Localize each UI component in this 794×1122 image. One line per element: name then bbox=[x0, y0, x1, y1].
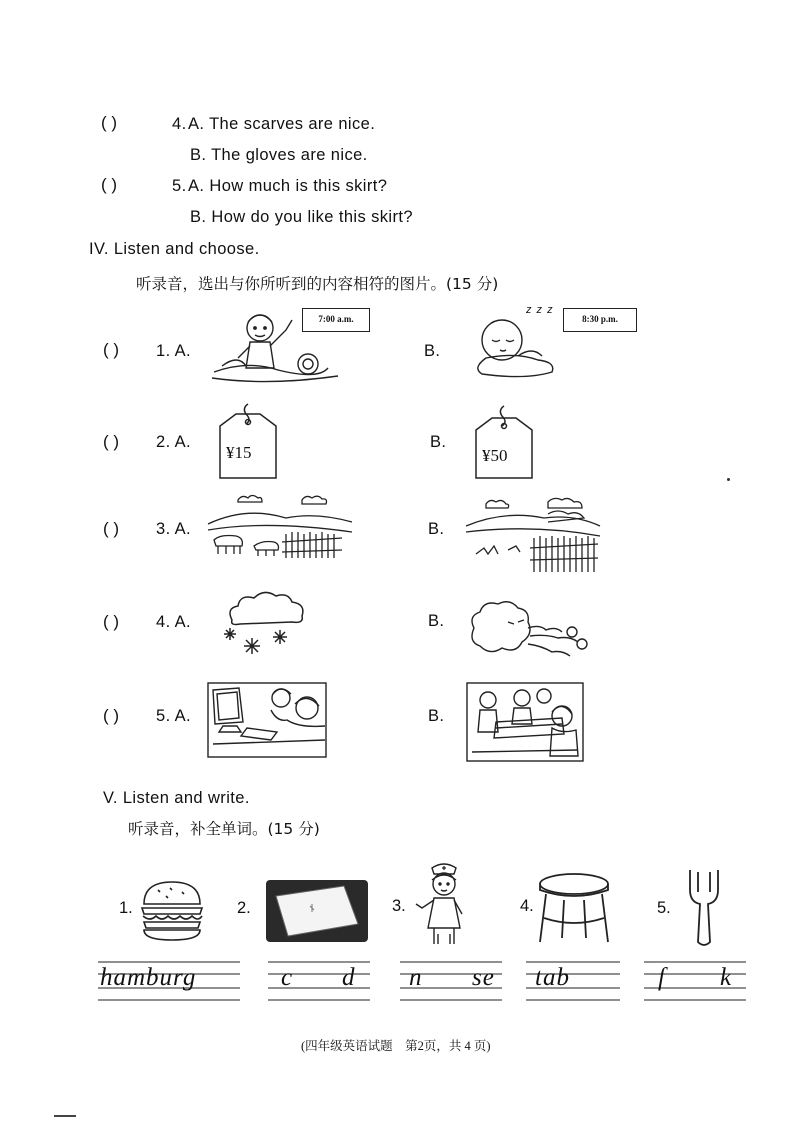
word-fragment: k bbox=[720, 964, 733, 991]
answer-blank[interactable]: ( ) bbox=[103, 519, 120, 538]
snowy-cloud-picture bbox=[220, 588, 310, 664]
time-label: 7:00 a.m. bbox=[302, 308, 370, 332]
option-b-label: B. bbox=[424, 342, 441, 360]
section-title: V. Listen and write. bbox=[103, 789, 250, 807]
word-number: 5. bbox=[657, 899, 671, 917]
question-number: 1. A. bbox=[156, 342, 192, 360]
table-icon bbox=[536, 872, 612, 944]
option-b-text: B. How do you like this skirt? bbox=[190, 208, 413, 226]
farm-goats-picture bbox=[206, 494, 354, 564]
answer-blank[interactable]: ( ) bbox=[103, 432, 120, 451]
question-number: 2. A. bbox=[156, 433, 192, 451]
windy-cloud-picture bbox=[466, 598, 590, 662]
word-fragment: c bbox=[281, 964, 294, 991]
page-footer: (四年级英语试题 第2页，共 4 页) bbox=[301, 1039, 491, 1053]
option-a-text: A. The scarves are nice. bbox=[188, 115, 376, 133]
question-number: 3. A. bbox=[156, 520, 192, 538]
answer-blank[interactable]: ( ) bbox=[103, 706, 120, 725]
section-title: IV. Listen and choose. bbox=[89, 240, 260, 258]
word-fragment: n bbox=[409, 964, 423, 991]
price-label: ¥50 bbox=[482, 446, 508, 465]
word-number: 4. bbox=[520, 897, 534, 915]
sleep-zzz: z z z bbox=[526, 304, 554, 316]
answer-blank[interactable]: ( ) bbox=[101, 175, 118, 194]
music-class-picture bbox=[466, 682, 584, 762]
scan-edge-mark bbox=[54, 1115, 76, 1117]
word-fragment: hamburg bbox=[100, 964, 197, 991]
word-fragment: tab bbox=[535, 964, 570, 991]
question-number: 5. A. bbox=[156, 707, 192, 725]
word-number: 3. bbox=[392, 897, 406, 915]
option-b-label: B. bbox=[428, 612, 445, 630]
section-instruction: 听录音，补全单词。(15 分) bbox=[128, 820, 320, 838]
nurse-icon bbox=[412, 860, 476, 946]
option-a-text: A. How much is this skirt? bbox=[188, 177, 388, 195]
word-fragment: se bbox=[472, 964, 495, 991]
fork-icon bbox=[686, 868, 722, 948]
option-b-label: B. bbox=[430, 433, 447, 451]
price-label: ¥15 bbox=[226, 443, 252, 462]
question-number: 5. bbox=[172, 177, 187, 195]
scan-speck bbox=[727, 478, 730, 481]
computer-class-picture bbox=[207, 682, 327, 758]
word-number: 1. bbox=[119, 899, 133, 917]
section-instruction: 听录音，选出与你所听到的内容相符的图片。(15 分) bbox=[136, 275, 499, 293]
answer-blank[interactable]: ( ) bbox=[103, 612, 120, 631]
question-number: 4. bbox=[172, 115, 187, 133]
question-number: 4. A. bbox=[156, 613, 192, 631]
time-label: 8:30 p.m. bbox=[563, 308, 637, 332]
price-tag-icon bbox=[218, 400, 278, 480]
word-number: 2. bbox=[237, 899, 251, 917]
word-fragment: f bbox=[658, 964, 666, 991]
option-b-label: B. bbox=[428, 707, 445, 725]
answer-blank[interactable]: ( ) bbox=[103, 340, 120, 359]
answer-blank[interactable]: ( ) bbox=[101, 113, 118, 132]
farm-fence-picture bbox=[464, 496, 602, 576]
baby-sleeping-picture bbox=[466, 310, 566, 380]
option-b-text: B. The gloves are nice. bbox=[190, 146, 368, 164]
word-fragment: d bbox=[342, 964, 356, 991]
option-b-label: B. bbox=[428, 520, 445, 538]
card-icon bbox=[266, 880, 368, 942]
hamburger-icon bbox=[140, 880, 204, 942]
price-tag-icon bbox=[474, 404, 534, 480]
